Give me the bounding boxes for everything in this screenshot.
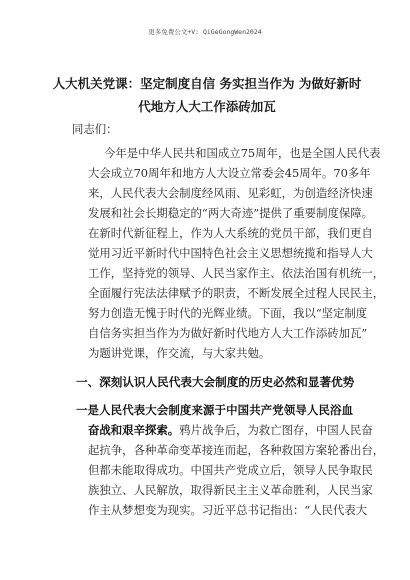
paragraph-text: 鸦片战争后，为救亡图存，中国人民奋 [179,423,373,437]
section-heading: 一、深刻认识人民代表大会制度的历史必然和显著优势 [76,375,355,389]
paragraph-line: 努力创造无愧于时代的光辉业绩。下面，我以“坚定制度 [88,306,368,320]
paragraph-line: 为题讲党课，作交流，与大家共勉。 [88,346,271,360]
paragraph-line: 今年是中华人民共和国成立75周年，也是全国人民代表 [104,146,381,160]
paragraph-line: 起抗争，各种革命变革接连而起，各种救国方案轮番出台， [88,443,385,457]
paragraph-line-bold: 一是人民代表大会制度来源于中国共产党领导人民浴血 [76,403,353,417]
document-title-line-2: 代地方人大工作添砖加瓦 [138,99,276,114]
paragraph-line: 作主从梦想变为现实。习近平总书记指出：“人民代表大 [88,503,368,517]
paragraph-line: 但都未能取得成功。中国共产党成立后，领导人民争取民 [88,463,373,477]
paragraph-line: 自信务实担当作为为做好新时代地方人大工作添砖加瓦” [88,326,368,340]
paragraph-bold-lead: 奋战和艰辛探索。 [88,423,180,437]
paragraph-line: 大会成立70周年和地方人大设立常委会45周年。70多年 [88,166,371,180]
paragraph-line: 发展和社会长期稳定的“两大奇迹”提供了重要制度保障。 [88,206,374,220]
paragraph-line: 在新时代新征程上，作为人大系统的党员干部，我们更自 [88,226,373,240]
page-header: 更多免费公文+V: QiGeGongWen2024 [148,28,262,36]
paragraph-line: 工作，坚持党的领导、人民当家作主、依法治国有机统一， [88,266,385,280]
paragraph-line: 来，人民代表大会制度经风雨、见彩虹，为创造经济快速 [88,186,373,200]
salutation: 同志们： [72,122,118,136]
paragraph-line: 全面履行宪法法律赋予的职责，不断发展全过程人民民主， [88,286,385,300]
paragraph-line [88,423,373,437]
paragraph-line: 族独立、人民解放，取得新民主主义革命胜利，人民当家 [88,483,373,497]
document-title-line-1: 人大机关党课：坚定制度自信 务实担当作为 为做好新时 [52,76,362,91]
paragraph-line: 觉用习近平新时代中国特色社会主义思想统揽和指导人大 [88,246,373,260]
